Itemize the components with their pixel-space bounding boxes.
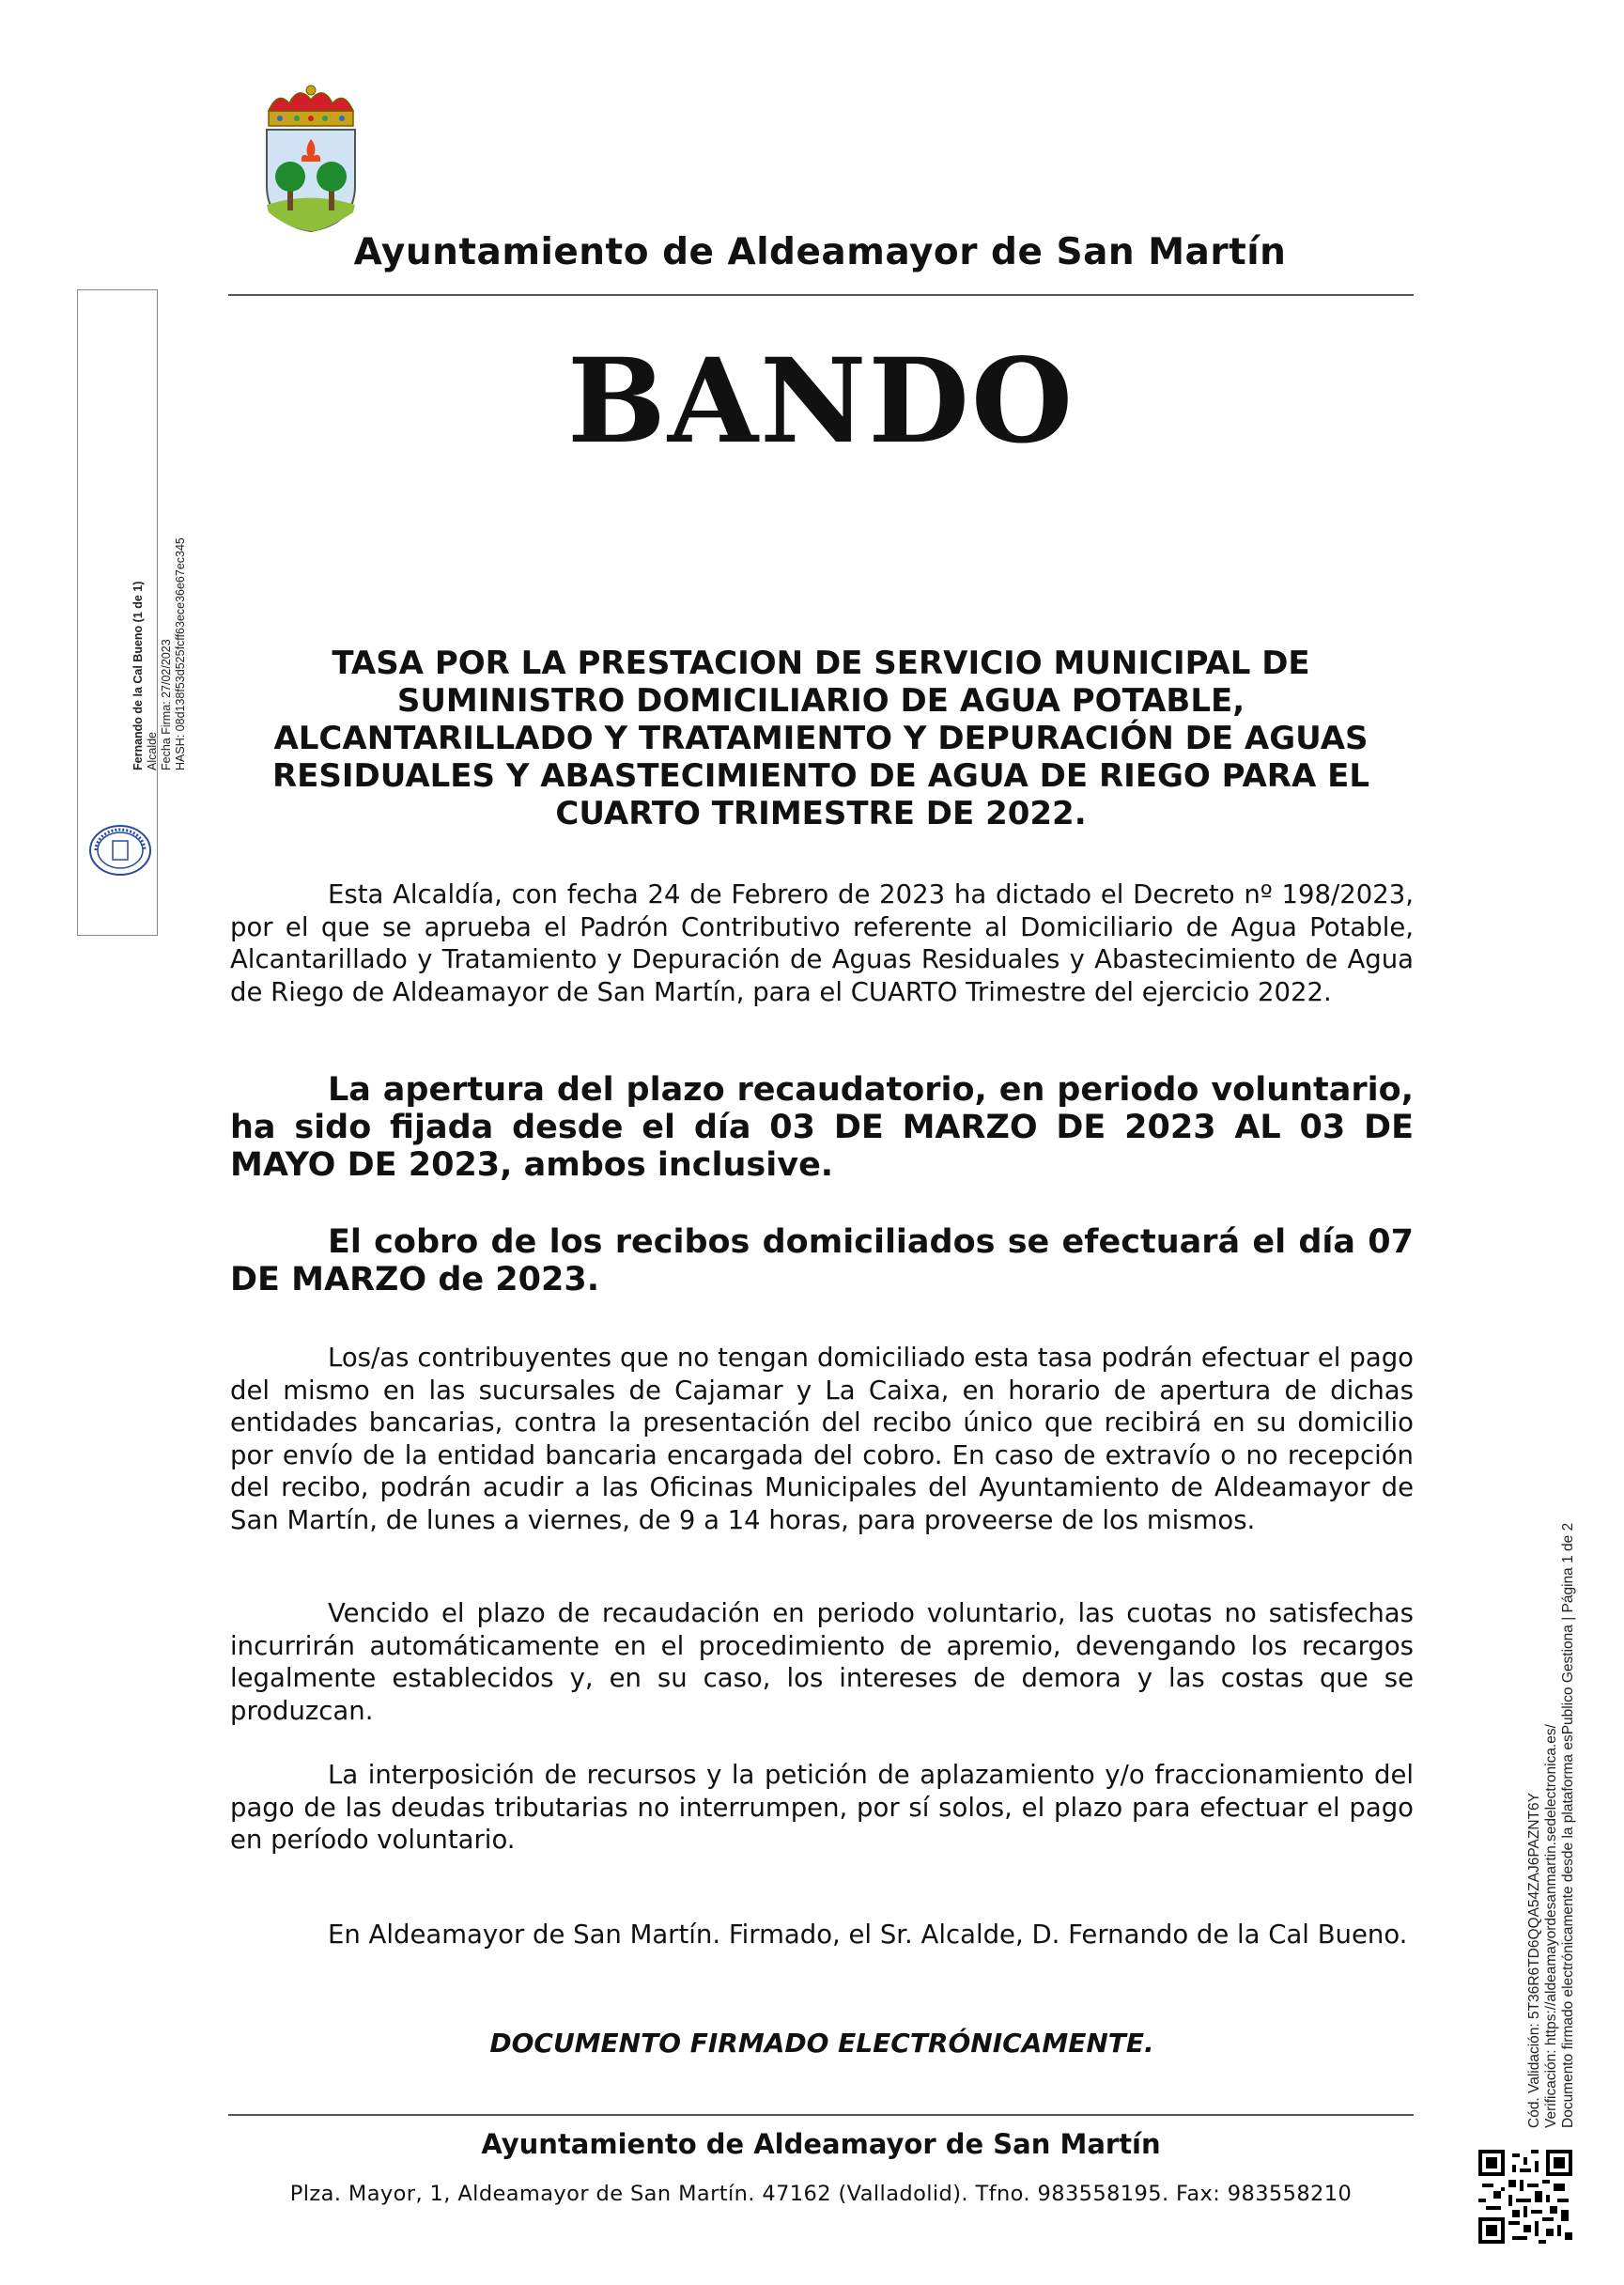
signer-role: Alcalde: [146, 732, 159, 770]
signature-hash: HASH: 08d138f53d525fcff63ece36e67ec345: [174, 537, 187, 770]
verification-url[interactable]: Verificación: https://aldeamayordesanmartin.sedelectronica.es/: [1543, 1724, 1559, 2128]
platform-notice: Documento firmado electrónicamente desde la plataforma esPublico Gestiona | Página 1 de 2: [1560, 1522, 1576, 2128]
paragraph-direct-debit: El cobro de los recibos domiciliados se efectuará el día 07 DE MARZO de 2023.: [230, 1223, 1414, 1298]
qr-code-icon: [1478, 2150, 1572, 2244]
paragraph-late-payment: Vencido el plazo de recaudación en periodo voluntario, las cuotas no satisfechas incurrirán automáticamente en el procedimiento de apremio, devengando los recargos legalmente establecidos y, en su caso, los intereses de demora y las costas que se produzcan.: [230, 1598, 1414, 1726]
municipal-seal-icon: [86, 822, 154, 878]
document-subject: TASA POR LA PRESTACION DE SERVICIO MUNICIPAL DE SUMINISTRO DOMICILIARIO DE AGUA POTABLE, ALCANTARILLADO Y TRATAMIENTO Y DEPURACIÓN DE AGUAS RESIDUALES Y ABASTECIMIENTO DE AGUA DE RIEGO PARA EL CUARTO TRIMESTRE DE 2022.: [271, 645, 1369, 832]
paragraph-decree: Esta Alcaldía, con fecha 24 de Febrero de 2023 ha dictado el Decreto nº 198/2023, por el que se aprueba el Padrón Contributivo referente al Domiciliario de Agua Potable, Alcantarillado y Tratamiento y Depuración de Aguas Residuales y Abastecimiento de Agua de Riego de Aldeamayor de San Martín, para el CUARTO Trimestre del ejercicio 2022.: [230, 879, 1414, 1007]
paragraph-payment-period: La apertura del plazo recaudatorio, en periodo voluntario, ha sido fijada desde el día 03 DE MARZO DE 2023 AL 03 DE MAYO DE 2023, ambos inclusive.: [230, 1071, 1414, 1184]
signature-date: Fecha Firma: 27/02/2023: [160, 639, 173, 770]
footer-title: Ayuntamiento de Aldeamayor de San Martín: [481, 2128, 1161, 2160]
signer-name: Fernando de la Cal Bueno (1 de 1): [131, 581, 145, 770]
header-divider: [228, 294, 1414, 296]
paragraph-appeals: La interposición de recursos y la petición de aplazamiento y/o fraccionamiento del pago de las deudas tributarias no interrumpen, por sí solos, el plazo para efectuar el pago en período voluntario.: [230, 1760, 1414, 1855]
document-heading: BANDO: [567, 334, 1075, 470]
electronic-signature-notice: DOCUMENTO FIRMADO ELECTRÓNICAMENTE.: [489, 2028, 1154, 2059]
validation-code: Cód. Validación: 5T36R6TD6QQA54ZAJ6PAZNT6Y: [1526, 1793, 1542, 2128]
footer-divider: [228, 2114, 1414, 2116]
municipal-coat-of-arms-icon: [259, 83, 363, 235]
signature-details: [131, 537, 188, 770]
page-header-title: Ayuntamiento de Aldeamayor de San Martín: [353, 231, 1287, 273]
paragraph-payment-instructions: Los/as contribuyentes que no tengan domiciliado esta tasa podrán efectuar el pago del mismo en las sucursales de Cajamar y La Caixa, en horario de apertura de dichas entidades bancarias, contra la presentación del recibo único que recibirá en su domicilio por envío de la entidad bancaria encargada del cobro. En caso de extravío o no recepción del recibo, podrán acudir a las Oficinas Municipales del Ayuntamiento de Aldeamayor de San Martín, de lunes a viernes, de 9 a 14 horas, para proveerse de los mismos.: [230, 1343, 1414, 1535]
footer-address: Plza. Mayor, 1, Aldeamayor de San Martín. 47162 (Valladolid). Tfno. 983558195. Fax: 983558210: [289, 2182, 1353, 2206]
paragraph-signature: En Aldeamayor de San Martín. Firmado, el Sr. Alcalde, D. Fernando de la Cal Bueno.: [328, 1920, 1408, 1950]
validation-info: [1526, 1523, 1577, 2128]
